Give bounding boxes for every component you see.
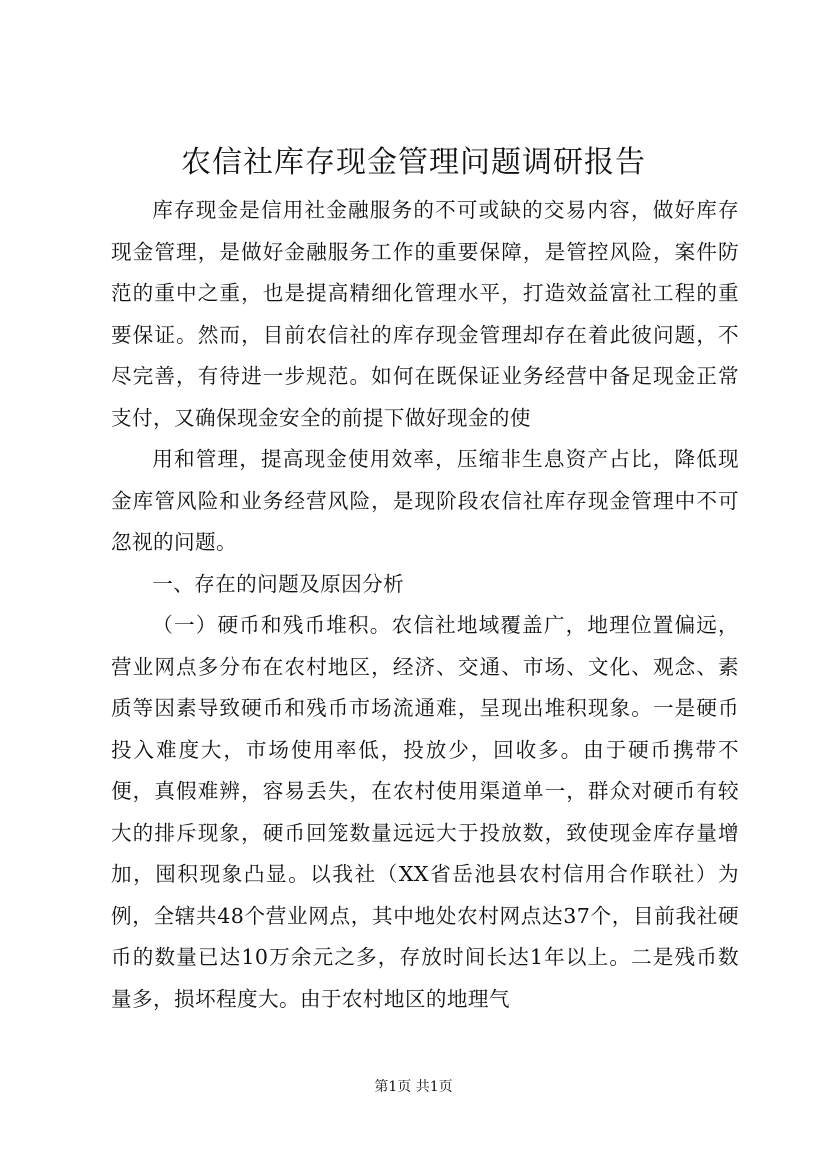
page-footer: 第1页 共1页 [374,1079,453,1095]
document-body [111,190,739,1020]
paragraph-intro: 库存现金是信用社金融服务的不可或缺的交易内容，做好库存现金管理，是做好金融服务工作的重要保障，是管控风险，案件防范的重中之重，也是提高精细化管理水平，打造效益富社工程的重要保证。然而，目前农信社的库存现金管理却存在着此彼问题，不尽完善，有待进一步规范。如何在既保证业务经营中备足现金正常支付，又确保现金安全的前提下做好现金的使 [111,198,739,430]
paragraph-coin-accumulation: （一）硬币和残币堆积。农信社地域覆盖广，地理位置偏远，营业网点多分布在农村地区，经济、交通、市场、文化、观念、素质等因素导致硬币和残币市场流通难，呈现出堆积现象。一是硬币投入难度大，市场使用率低，投放少，回收多。由于硬币携带不便，真假难辨，容易丢失，在农村使用渠道单一，群众对硬币有较大的排斥现象，硬币回笼数量远远大于投放数，致使现金库存量增加，囤积现象凸显。以我社（XX省岳池县农村信用合作联社）为例，全辖共48个营业网点，其中地处农村网点达37个，目前我社硬币的数量已达10万余元之多，存放时间长达1年以上。二是残币数量多，损坏程度大。由于农村地区的地理气 [111,613,739,1011]
section-heading: 一、存在的问题及原因分析 [152,571,405,596]
document-title: 农信社库存现金管理问题调研报告 [181,145,646,180]
paragraph-continuation: 用和管理，提高现金使用效率，压缩非生息资产占比，降低现金库管风险和业务经营风险，是现阶段农信社库存现金管理中不可忽视的问题。 [111,447,739,554]
